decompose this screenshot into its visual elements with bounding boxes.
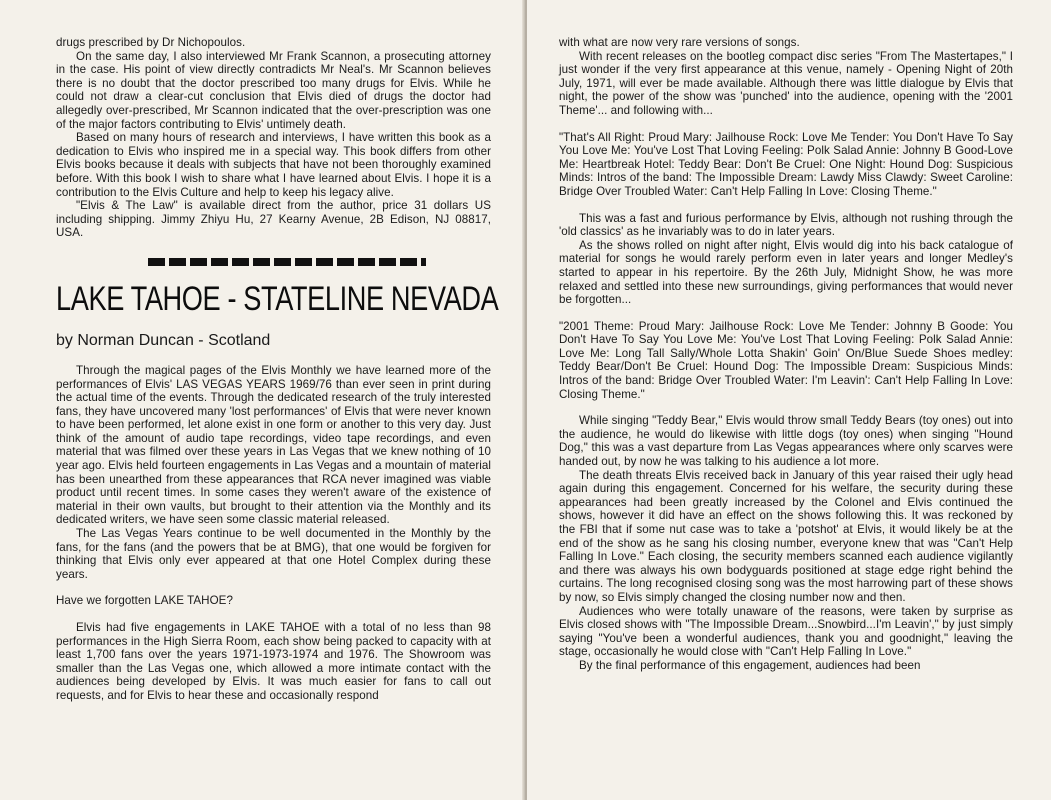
article-title: LAKE TAHOE - STATELINE NEVADA bbox=[56, 279, 499, 318]
paragraph: Audiences who were totally unaware of the reasons, were taken by surprise as Elvis closed shows with "The Impossible Dream...Snowbird...I'm Leavin'," by just simply saying "You've been a wonderful audiences, thank you and goodnight," leaving the stage, occasionally he would close with "Can't Help Falling In Love." bbox=[559, 604, 1013, 659]
setlist-paragraph: "2001 Theme: Proud Mary: Jailhouse Rock: Love Me Tender: Johnny B Goode: You Don't Have To Say You Love Me: You've Lost That Loving Feeling: Polk Salad Annie: Love Me: Long Tall Sally/Whole Lotta Shakin' Goin' On/Blue Suede Shoes medley: Teddy Bear/Don't Be Cruel: Hound Dog: The Impossible Dream: Suspicious Minds: Intros of the band: Bridge Over Troubled Water: I'm Leavin': Can't Help Falling In Love: Closing Theme." bbox=[559, 319, 1013, 401]
paragraph: Based on many hours of research and interviews, I have written this book as a dedication to Elvis who inspired me in a special way. This book differs from other Elvis books because it deals with subjects that have not been thoroughly examined before. With this book I wish to share what I have learned about Elvis. I hope it is a contribution to the Elvis Culture and help to keep his legacy alive. bbox=[56, 131, 491, 199]
paragraph: "Elvis & The Law" is available direct from the author, price 31 dollars US including shipping. Jimmy Zhiyu Hu, 27 Kearny Avenue, 2B Edison, NJ 08817, USA. bbox=[56, 199, 491, 240]
paragraph: Have we forgotten LAKE TAHOE? bbox=[56, 594, 233, 608]
right-page bbox=[527, 0, 1051, 800]
paragraph: drugs prescribed by Dr Nichopoulos. bbox=[56, 36, 246, 49]
paragraph: While singing "Teddy Bear," Elvis would throw small Teddy Bears (toy ones) out into the audience, he would do likewise with little dogs (toy ones) when singing "Hound Dog," this was a vast departure from Las Vegas appearances where only scarves were handed out, by now he was talking to his audience a lot more. bbox=[559, 414, 1013, 469]
paragraph: The death threats Elvis received back in January of this year raised their ugly head again during this engagement. Concerned for his welfare, the security during these appearances had been greatly increased by the Colonel and Elvis continued the shows, however it did have an effect on the shows following this. It was reckoned by the FBI that if some nut case was to take a 'potshot' at Elvis, it would likely be at the end of the show as he sang his closing number, everyone knew that was "Can't Help Falling In Love." Each closing, the security members scanned each audience vigilantly and there was always his own bodyguards positioned at stage edge right behind the curtains. The long recognised closing song was the most harrowing part of these shows by now, so Elvis simply changed the closing number now and then. bbox=[559, 468, 1013, 604]
dashed-divider bbox=[148, 258, 426, 266]
setlist-paragraph: "That's All Right: Proud Mary: Jailhouse Rock: Love Me Tender: You Don't Have To Say You Love Me: You've Lost That Loving Feeling: Polk Salad Annie: Johnny B Good-Love Me: Heartbreak Hotel: Teddy Bear: Don't Be Cruel: One Night: Hound Dog: Suspicious Minds: Intros of the band: The Impossible Dream: Lawdy Miss Clawdy: Sweet Caroline: Bridge Over Troubled Water: Can't Help Falling In Love: Closing Theme." bbox=[559, 130, 1013, 198]
paragraph: As the shows rolled on night after night, Elvis would dig into his back catalogue of material for songs he would rarely perform even in later years and longer Medley's started to appear in his repertoire. By the 26th July, Midnight Show, he was more relaxed and settled into these new surroundings, giving performances that would never be forgotten... bbox=[559, 238, 1013, 307]
left-page bbox=[0, 0, 525, 800]
paragraph: With recent releases on the bootleg compact disc series "From The Mastertapes," I just wonder if the very first appearance at this venue, namely - Opening Night of 20th July, 1971, will ever be made available. Although there was little dialogue by Elvis that night, the power of the show was 'punched' into the audience, opening with the '2001 Theme'... and following with... bbox=[559, 49, 1013, 117]
paragraph: By the final performance of this engagement, audiences had been bbox=[579, 658, 921, 672]
paragraph: On the same day, I also interviewed Mr Frank Scannon, a prosecuting attorney in the case. His point of view directly contradicts Mr Neal's. Mr Scannon believes there is no doubt that the doctor prescribed too many drugs for Elvis. While he could not draw a clear-cut conclusion that Elvis died of drugs the doctor had allegedly over-prescribed, Mr Scannon indicated that the over-prescription was one of the major factors contributing to Elvis' untimely death. bbox=[56, 49, 491, 131]
paragraph: Elvis had five engagements in LAKE TAHOE with a total of no less than 98 performances in the High Sierra Room, each show being packed to capacity with at least 1,700 fans over the years 1971-1973-1974 and 1976. The Showroom was smaller than the Las Vegas one, which allowed a more intimate contact with the audiences being developed by Elvis. It was much easier for fans to call out requests, and for Elvis to hear these and occasionally respond bbox=[56, 621, 491, 702]
paragraph: The Las Vegas Years continue to be well documented in the Monthly by the fans, for the fans (and the powers that be at BMG), that one would be forgiven for thinking that Elvis only ever appeared at that one Hotel Complex during these years. bbox=[56, 527, 491, 581]
paragraph: with what are now very rare versions of songs. bbox=[559, 36, 800, 49]
article-byline: by Norman Duncan - Scotland bbox=[56, 331, 271, 349]
paragraph: This was a fast and furious performance by Elvis, although not rushing through the 'old classics' as he invariably was to do in later years. bbox=[559, 211, 1013, 239]
paragraph: Through the magical pages of the Elvis Monthly we have learned more of the performances of Elvis' LAS VEGAS YEARS 1969/76 than ever seen in print during the actual time of the events. Through the dedicated research of the truly interested fans, they have uncovered many 'lost performances' of Elvis that were never known to have been performed, let alone exist in one form or another to this very day. Just think of the amount of audio tape recordings, video tape recordings, and even material that was filmed over these years in Las Vegas that we knew nothing of 10 year ago. Elvis held fourteen engagements in Las Vegas and a mountain of material has been unearthed from these appearances that RCA never imagined was viable product until recent times. In some cases they weren't aware of the existence of material in their own vaults, but brought to their attention via the Monthly and its dedicated writers, we have seen some classic material released. bbox=[56, 363, 491, 527]
